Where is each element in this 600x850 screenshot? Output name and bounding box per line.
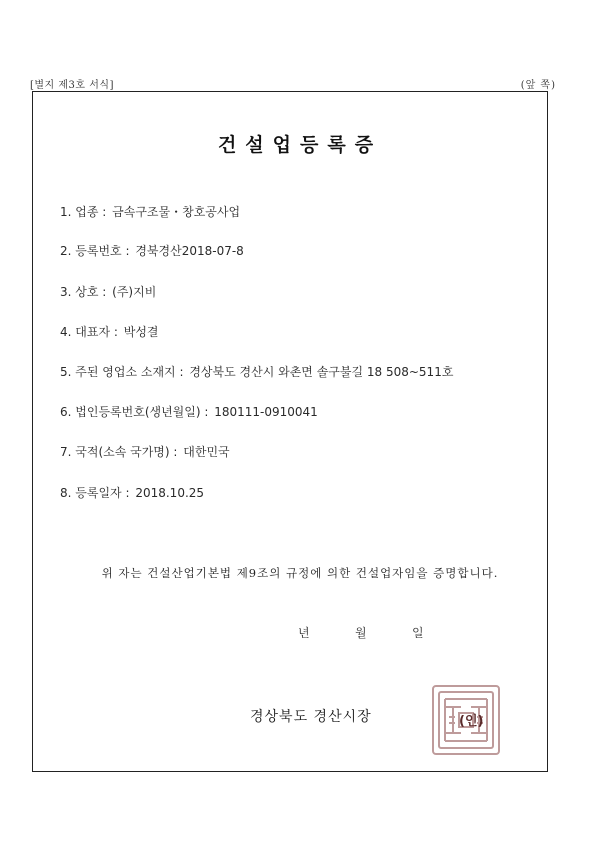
field-value: 180111-0910041 (214, 405, 318, 419)
document-title: 건설업등록증 (217, 134, 383, 156)
page-side-label: (앞 쪽) (520, 80, 556, 91)
field-nationality (60, 443, 230, 460)
field-value: (주)지비 (112, 285, 157, 299)
date-month: 월 (355, 626, 367, 640)
field-value: 경상북도 경산시 와촌면 솔구불길 18 508~511호 (189, 365, 454, 379)
form-number-label: [별지 제3호 서식] (30, 80, 114, 91)
field-value: 2018.10.25 (135, 486, 205, 500)
field-registration-date (60, 484, 204, 501)
date-year: 년 (298, 626, 310, 640)
field-corporate-registration-number (60, 403, 318, 420)
field-value: 대한민국 (183, 445, 230, 459)
field-representative (60, 323, 159, 340)
field-label: 5. 주된 영업소 소재지 : (60, 365, 184, 379)
field-value: 경북경산2018-07-8 (135, 244, 244, 258)
field-company-name (60, 283, 156, 300)
field-label: 1. 업종 : (60, 205, 107, 219)
field-label: 8. 등록일자 : (60, 486, 130, 500)
field-value: 금속구조물・창호공사업 (112, 205, 241, 219)
field-label: 7. 국적(소속 국가명) : (60, 445, 178, 459)
date-day: 일 (412, 626, 424, 640)
field-registration-number (60, 242, 244, 259)
field-industry (60, 203, 240, 220)
field-label: 6. 법인등록번호(생년월일) : (60, 405, 209, 419)
document-border (32, 91, 548, 772)
seal-mark: (인) (459, 714, 484, 729)
field-main-office-address (60, 363, 453, 380)
certification-statement: 위 자는 건설산업기본법 제9조의 규정에 의한 건설업자임을 증명합니다. (101, 566, 499, 580)
field-value: 박성결 (123, 325, 159, 339)
field-label: 4. 대표자 : (60, 325, 118, 339)
field-label: 3. 상호 : (60, 285, 107, 299)
issuer-name: 경상북도 경산시장 (250, 709, 372, 725)
field-label: 2. 등록번호 : (60, 244, 130, 258)
